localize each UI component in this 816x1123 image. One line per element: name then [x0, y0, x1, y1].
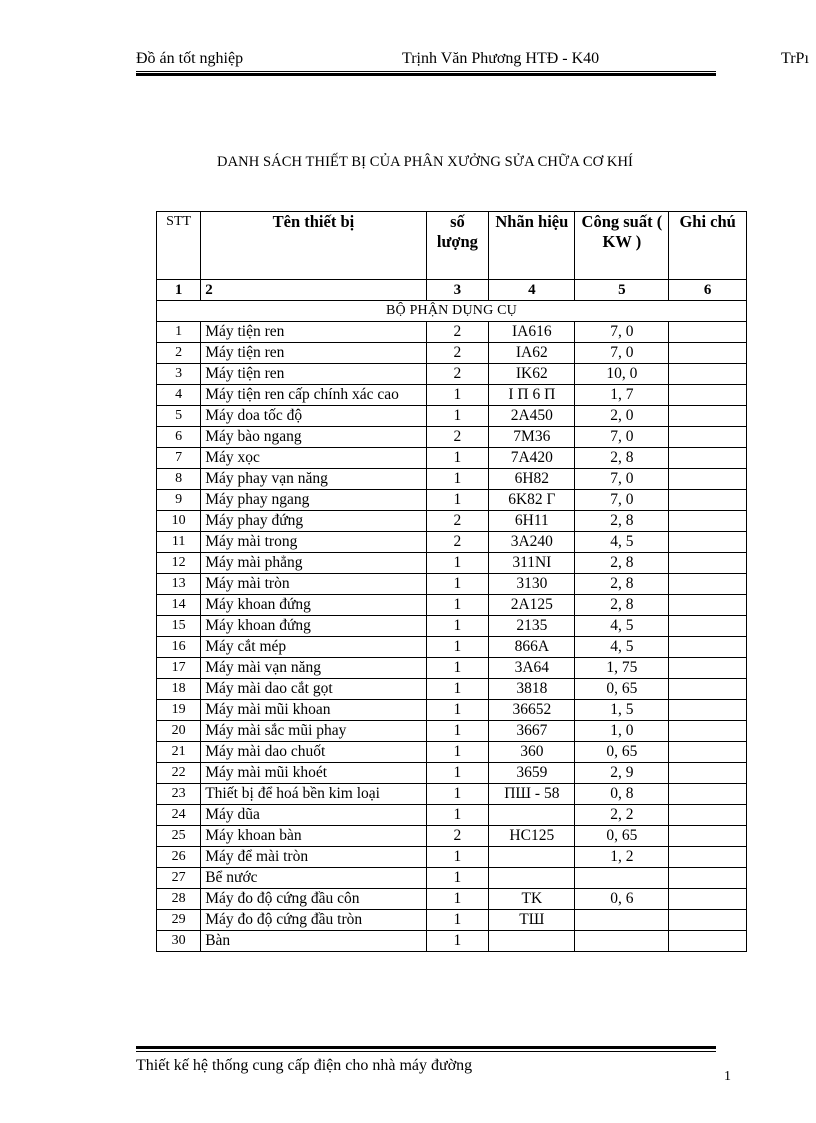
index-cell: 1 [157, 280, 201, 301]
cell-qty: 1 [426, 763, 489, 784]
table-row [157, 343, 747, 364]
table-row [157, 574, 747, 595]
cell-name: Máy mài mũi khoan [201, 700, 426, 721]
cell-qty: 1 [426, 742, 489, 763]
cell-note [669, 784, 747, 805]
cell-note [669, 406, 747, 427]
cell-qty: 1 [426, 406, 489, 427]
cell-qty: 1 [426, 805, 489, 826]
cell-qty: 1 [426, 574, 489, 595]
cell-model: I П 6 П [489, 385, 575, 406]
cell-name: Máy cắt mép [201, 637, 426, 658]
cell-stt: 20 [157, 721, 201, 742]
cell-power: 0, 65 [575, 679, 669, 700]
cell-power: 0, 65 [575, 742, 669, 763]
index-cell: 2 [201, 280, 426, 301]
cell-name: Máy xọc [201, 448, 426, 469]
cell-name: Máy khoan đứng [201, 616, 426, 637]
cell-qty: 1 [426, 721, 489, 742]
cell-model [489, 805, 575, 826]
cell-power [575, 931, 669, 952]
cell-qty: 1 [426, 490, 489, 511]
table-row [157, 469, 747, 490]
cell-stt: 5 [157, 406, 201, 427]
cell-stt: 11 [157, 532, 201, 553]
cell-qty: 2 [426, 343, 489, 364]
footer-rule-thin [136, 1051, 716, 1052]
cell-model: 3667 [489, 721, 575, 742]
cell-stt: 4 [157, 385, 201, 406]
table-header-row [157, 212, 747, 280]
cell-note [669, 826, 747, 847]
cell-qty: 1 [426, 910, 489, 931]
cell-name: Máy khoan đứng [201, 595, 426, 616]
cell-note [669, 511, 747, 532]
cell-stt: 1 [157, 322, 201, 343]
cell-qty: 1 [426, 679, 489, 700]
header-rule-thick [136, 73, 716, 76]
cell-name: Máy bào ngang [201, 427, 426, 448]
cell-name: Máy dũa [201, 805, 426, 826]
cell-qty: 1 [426, 700, 489, 721]
cell-stt: 28 [157, 889, 201, 910]
cell-name: Máy mài tròn [201, 574, 426, 595]
cell-name: Máy mài mũi khoét [201, 763, 426, 784]
cell-note [669, 679, 747, 700]
cell-model: IA62 [489, 343, 575, 364]
cell-model [489, 847, 575, 868]
cell-name: Thiết bị để hoá bền kim loại [201, 784, 426, 805]
table-row [157, 826, 747, 847]
cell-name: Máy mài sắc mũi phay [201, 721, 426, 742]
header-rule-thin [136, 71, 716, 72]
cell-name: Máy để mài tròn [201, 847, 426, 868]
cell-model: 2A450 [489, 406, 575, 427]
header-power: Công suất ( KW ) [575, 212, 669, 280]
cell-model: 6H11 [489, 511, 575, 532]
cell-power: 1, 5 [575, 700, 669, 721]
cell-power: 1, 7 [575, 385, 669, 406]
table-row [157, 805, 747, 826]
cell-note [669, 889, 747, 910]
cell-name: Máy tiện ren [201, 322, 426, 343]
cell-name: Máy mài dao cắt gọt [201, 679, 426, 700]
cell-stt: 27 [157, 868, 201, 889]
cell-power: 2, 8 [575, 511, 669, 532]
cell-power: 1, 75 [575, 658, 669, 679]
index-cell: 3 [426, 280, 489, 301]
equipment-table [156, 211, 747, 952]
cell-model: TШ [489, 910, 575, 931]
table-row [157, 721, 747, 742]
cell-model: 3818 [489, 679, 575, 700]
cell-model: TK [489, 889, 575, 910]
table-row [157, 448, 747, 469]
table-row [157, 322, 747, 343]
cell-qty: 1 [426, 784, 489, 805]
cell-qty: 2 [426, 427, 489, 448]
cell-qty: 1 [426, 931, 489, 952]
header-left-text: Đồ án tốt nghiệp [136, 50, 244, 67]
cell-stt: 12 [157, 553, 201, 574]
table-row [157, 700, 747, 721]
cell-power: 2, 8 [575, 574, 669, 595]
footer-text: Thiết kế hệ thống cung cấp điện cho nhà máy đường [136, 1057, 473, 1074]
cell-power: 7, 0 [575, 490, 669, 511]
cell-model: 2A125 [489, 595, 575, 616]
cell-name: Bàn [201, 931, 426, 952]
cell-power: 2, 8 [575, 595, 669, 616]
cell-model [489, 868, 575, 889]
cell-stt: 21 [157, 742, 201, 763]
cell-note [669, 658, 747, 679]
cell-name: Máy mài dao chuốt [201, 742, 426, 763]
cell-stt: 24 [157, 805, 201, 826]
cell-note [669, 385, 747, 406]
cell-note [669, 910, 747, 931]
cell-note [669, 448, 747, 469]
cell-power: 0, 8 [575, 784, 669, 805]
cell-name: Máy doa tốc độ [201, 406, 426, 427]
cell-model: IK62 [489, 364, 575, 385]
cell-power: 1, 2 [575, 847, 669, 868]
cell-qty: 1 [426, 868, 489, 889]
table-row [157, 406, 747, 427]
page-number: 1 [724, 1069, 731, 1084]
table-row [157, 847, 747, 868]
cell-qty: 2 [426, 826, 489, 847]
cell-stt: 25 [157, 826, 201, 847]
group-row [157, 301, 747, 322]
cell-power: 0, 65 [575, 826, 669, 847]
cell-stt: 30 [157, 931, 201, 952]
cell-power: 2, 2 [575, 805, 669, 826]
cell-stt: 7 [157, 448, 201, 469]
cell-power: 7, 0 [575, 343, 669, 364]
table-row [157, 931, 747, 952]
cell-name: Máy tiện ren cấp chính xác cao [201, 385, 426, 406]
cell-name: Máy phay đứng [201, 511, 426, 532]
cell-stt: 16 [157, 637, 201, 658]
cell-note [669, 532, 747, 553]
cell-name: Máy tiện ren [201, 343, 426, 364]
cell-qty: 1 [426, 847, 489, 868]
cell-stt: 10 [157, 511, 201, 532]
cell-power: 1, 0 [575, 721, 669, 742]
cell-model: 2135 [489, 616, 575, 637]
table-row [157, 637, 747, 658]
cell-power [575, 868, 669, 889]
cell-note [669, 490, 747, 511]
cell-power: 4, 5 [575, 532, 669, 553]
cell-qty: 1 [426, 637, 489, 658]
cell-model: IA616 [489, 322, 575, 343]
cell-qty: 1 [426, 469, 489, 490]
cell-stt: 15 [157, 616, 201, 637]
table-row [157, 553, 747, 574]
cell-model: 866A [489, 637, 575, 658]
cell-qty: 2 [426, 322, 489, 343]
cell-note [669, 931, 747, 952]
cell-qty: 1 [426, 553, 489, 574]
table-row [157, 511, 747, 532]
cell-model: 7A420 [489, 448, 575, 469]
cell-note [669, 805, 747, 826]
cell-power: 2, 0 [575, 406, 669, 427]
cell-stt: 6 [157, 427, 201, 448]
cell-name: Máy mài trong [201, 532, 426, 553]
cell-note [669, 847, 747, 868]
cell-stt: 8 [157, 469, 201, 490]
cell-stt: 3 [157, 364, 201, 385]
cell-stt: 18 [157, 679, 201, 700]
table-row [157, 889, 747, 910]
table-row [157, 616, 747, 637]
cell-qty: 1 [426, 658, 489, 679]
cell-stt: 14 [157, 595, 201, 616]
cell-power: 2, 9 [575, 763, 669, 784]
table-row [157, 364, 747, 385]
cell-name: Máy phay ngang [201, 490, 426, 511]
cell-note [669, 364, 747, 385]
cell-stt: 29 [157, 910, 201, 931]
cell-stt: 13 [157, 574, 201, 595]
header-qty: số lượng [426, 212, 489, 280]
cell-qty: 1 [426, 385, 489, 406]
cell-name: Máy đo độ cứng đầu tròn [201, 910, 426, 931]
header-author-text: Trịnh Văn Phương HTĐ - K40 [402, 50, 600, 67]
table-row [157, 658, 747, 679]
cell-qty: 2 [426, 532, 489, 553]
cell-note [669, 868, 747, 889]
cell-model: 3130 [489, 574, 575, 595]
header-name: Tên thiết bị [201, 212, 426, 280]
page-title: DANH SÁCH THIẾT BỊ CỦA PHÂN XƯỞNG SỬA CHỮA CƠ KHÍ [217, 154, 633, 170]
cell-note [669, 553, 747, 574]
cell-name: Máy tiện ren [201, 364, 426, 385]
index-row [157, 280, 747, 301]
cell-stt: 2 [157, 343, 201, 364]
table-row [157, 763, 747, 784]
cell-power: 7, 0 [575, 427, 669, 448]
cell-stt: 9 [157, 490, 201, 511]
index-cell: 4 [489, 280, 575, 301]
cell-power: 2, 8 [575, 553, 669, 574]
cell-stt: 17 [157, 658, 201, 679]
cell-qty: 1 [426, 889, 489, 910]
cell-qty: 1 [426, 616, 489, 637]
cell-qty: 1 [426, 448, 489, 469]
cell-model: 3A240 [489, 532, 575, 553]
cell-model: 36652 [489, 700, 575, 721]
cell-model: 3A64 [489, 658, 575, 679]
cell-note [669, 595, 747, 616]
cell-note [669, 637, 747, 658]
table-row [157, 595, 747, 616]
cell-power: 10, 0 [575, 364, 669, 385]
table-row [157, 784, 747, 805]
header-stt: STT [157, 212, 201, 280]
cell-note [669, 343, 747, 364]
cell-name: Máy phay vạn năng [201, 469, 426, 490]
header-note: Ghi chú [669, 212, 747, 280]
cell-name: Máy khoan bàn [201, 826, 426, 847]
cell-stt: 19 [157, 700, 201, 721]
index-cell: 5 [575, 280, 669, 301]
cell-model: 7M36 [489, 427, 575, 448]
cell-note [669, 427, 747, 448]
cell-name: Máy mài phẳng [201, 553, 426, 574]
cell-power: 4, 5 [575, 616, 669, 637]
table-row [157, 532, 747, 553]
cell-power: 7, 0 [575, 469, 669, 490]
cell-note [669, 616, 747, 637]
table-row [157, 427, 747, 448]
cell-qty: 2 [426, 511, 489, 532]
cell-model: ПШ - 58 [489, 784, 575, 805]
cell-model: 360 [489, 742, 575, 763]
cell-stt: 22 [157, 763, 201, 784]
footer-rule-thick [136, 1046, 716, 1049]
cell-qty: 2 [426, 364, 489, 385]
cell-name: Máy đo độ cứng đầu côn [201, 889, 426, 910]
cell-model: 3659 [489, 763, 575, 784]
cell-power: 4, 5 [575, 637, 669, 658]
cell-power [575, 910, 669, 931]
header-model: Nhãn hiệu [489, 212, 575, 280]
cell-note [669, 322, 747, 343]
index-cell: 6 [669, 280, 747, 301]
cell-note [669, 700, 747, 721]
cell-stt: 26 [157, 847, 201, 868]
cell-model: 311NI [489, 553, 575, 574]
cell-model: 6K82 Γ [489, 490, 575, 511]
cell-stt: 23 [157, 784, 201, 805]
cell-note [669, 721, 747, 742]
cell-power: 2, 8 [575, 448, 669, 469]
cell-note [669, 574, 747, 595]
table-row [157, 868, 747, 889]
table-row [157, 910, 747, 931]
cell-name: Bể nước [201, 868, 426, 889]
table-row [157, 490, 747, 511]
table-row [157, 679, 747, 700]
cell-note [669, 763, 747, 784]
cell-qty: 1 [426, 595, 489, 616]
cell-note [669, 469, 747, 490]
cell-model [489, 931, 575, 952]
cell-power: 0, 6 [575, 889, 669, 910]
group-label: BỘ PHẬN DỤNG CỤ [157, 301, 747, 322]
cell-name: Máy mài vạn năng [201, 658, 426, 679]
cell-model: HC125 [489, 826, 575, 847]
table-row [157, 385, 747, 406]
cell-power: 7, 0 [575, 322, 669, 343]
cell-model: 6H82 [489, 469, 575, 490]
header-right-text: TrPı [781, 50, 809, 67]
cell-note [669, 742, 747, 763]
table-row [157, 742, 747, 763]
